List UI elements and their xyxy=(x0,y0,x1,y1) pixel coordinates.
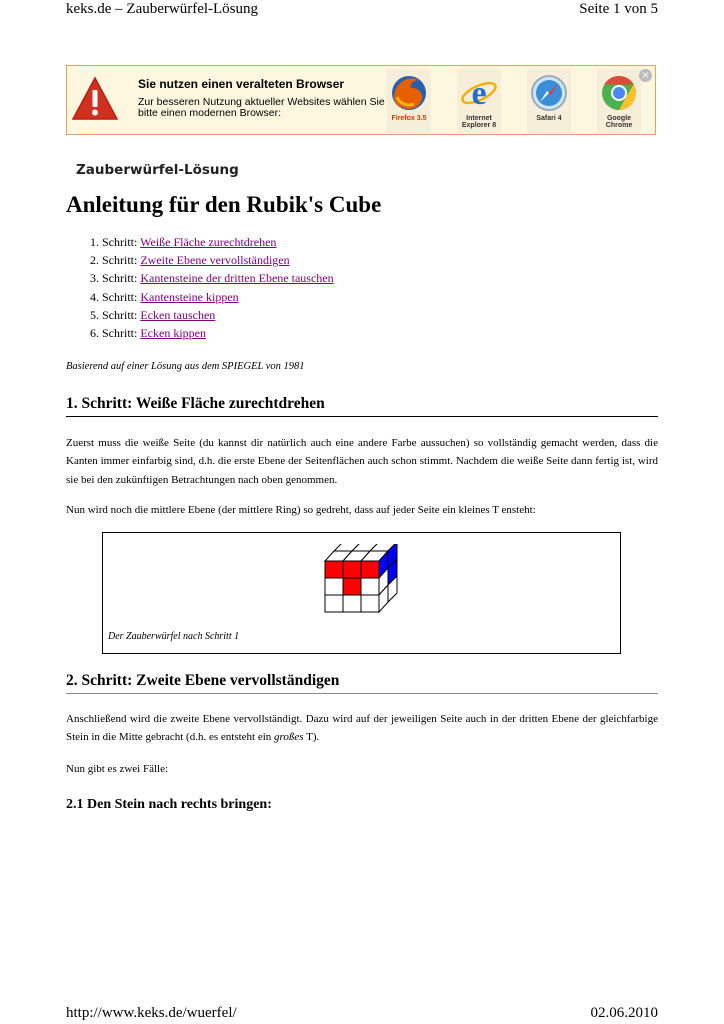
step2-heading: 2. Schritt: Zweite Ebene vervollständigen xyxy=(66,672,658,694)
warning-icon xyxy=(71,75,119,123)
svg-text:e: e xyxy=(471,75,487,112)
step1-paragraph-2: Nun wird noch die mittlere Ebene (der mittlere Ring) so gedreht, dass auf jeder Seite ein kleines T ensteht: xyxy=(66,504,536,516)
header-title: keks.de – Zauberwürfel-Lösung xyxy=(66,1,259,17)
toc-link-step-3[interactable]: Kantensteine der dritten Ebene tauschen xyxy=(140,271,334,286)
step2-1-heading: 2.1 Den Stein nach rechts bringen: xyxy=(66,797,272,812)
outdated-browser-banner xyxy=(66,65,656,135)
step2-paragraph-2: Nun gibt es zwei Fälle: xyxy=(66,763,169,775)
internet-explorer-download-link[interactable] xyxy=(457,69,501,133)
safari-icon xyxy=(529,73,569,113)
table-of-contents xyxy=(90,233,334,342)
safari-label: Safari 4 xyxy=(536,115,562,122)
toc-item: 1. Schritt: Weiße Fläche zurechtdrehen xyxy=(90,235,277,249)
source-note: Basierend auf einer Lösung aus dem SPIEGEL von 1981 xyxy=(66,361,305,372)
banner-title: Sie nutzen einen veralteten Browser xyxy=(138,77,345,91)
safari-download-link[interactable] xyxy=(527,69,571,133)
chrome-download-link[interactable] xyxy=(597,69,641,133)
internet-explorer-icon xyxy=(459,73,499,113)
toc-item: 6. Schritt: Ecken kippen xyxy=(90,326,206,341)
footer-date: 02.06.2010 xyxy=(590,1005,658,1021)
emphasis-text: großes xyxy=(274,731,304,744)
chrome-label: Google Chrome xyxy=(605,115,633,129)
toc-item: 3. Schritt: Kantensteine der dritten Ebene tauschen xyxy=(90,271,334,286)
toc-item: 5. Schritt: Ecken tauschen xyxy=(90,307,216,322)
rubiks-cube-image xyxy=(322,544,404,616)
firefox-download-link[interactable] xyxy=(387,69,431,133)
header-page-number: Seite 1 von 5 xyxy=(579,1,658,17)
toc-item: 2. Schritt: Zweite Ebene vervollständigen xyxy=(90,253,290,268)
page-title: Anleitung für den Rubik's Cube xyxy=(66,192,382,217)
banner-text: Zur besseren Nutzung aktueller Websites wählen Sie bitte einen modernen Browser: xyxy=(138,96,385,119)
section-label: Zauberwürfel-Lösung xyxy=(76,162,239,178)
toc-link-step-4[interactable]: Kantensteine kippen xyxy=(140,289,239,304)
step1-paragraph-1: Zuerst muss die weiße Seite (du kannst dir natürlich auch eine andere Farbe aussuchen) so vollständig gemacht werden, dass die Kanten immer einfarbig sind, d.h. die erste Ebene der Seitenflächen auch schon stimmt. Nachdem die weiße Seite dann fertig ist, wird sie bei den zukünftigen Betrachtungen nach oben genommen. xyxy=(66,437,658,486)
toc-link-step-6[interactable]: Ecken kippen xyxy=(140,326,206,341)
toc-link-step-5[interactable]: Ecken tauschen xyxy=(140,307,216,322)
step2-paragraph-1: Anschließend wird die zweite Ebene vervollständigt. Dazu wird auf der jeweiligen Seite auch in der dritten Ebene der gleichfarbige Stein in die Mitte gebracht (d.h. es entsteht ein großes T). xyxy=(66,713,658,744)
internet-explorer-label: Internet Explorer 8 xyxy=(461,115,497,129)
toc-item: 4. Schritt: Kantensteine kippen xyxy=(90,289,239,304)
step1-heading: 1. Schritt: Weiße Fläche zurechtdrehen xyxy=(66,395,658,417)
firefox-icon xyxy=(389,73,429,113)
firefox-label: Firefox 3.5 xyxy=(391,115,427,122)
toc-link-step-2[interactable]: Zweite Ebene vervollständigen xyxy=(140,253,290,268)
cube-figure-box xyxy=(102,532,621,654)
close-icon[interactable]: × xyxy=(639,69,652,82)
toc-link-step-1[interactable]: Weiße Fläche zurechtdrehen xyxy=(140,235,277,249)
figure-caption: Der Zauberwürfel nach Schritt 1 xyxy=(108,631,240,642)
footer-url: http://www.keks.de/wuerfel/ xyxy=(66,1005,237,1021)
chrome-icon xyxy=(599,73,639,113)
